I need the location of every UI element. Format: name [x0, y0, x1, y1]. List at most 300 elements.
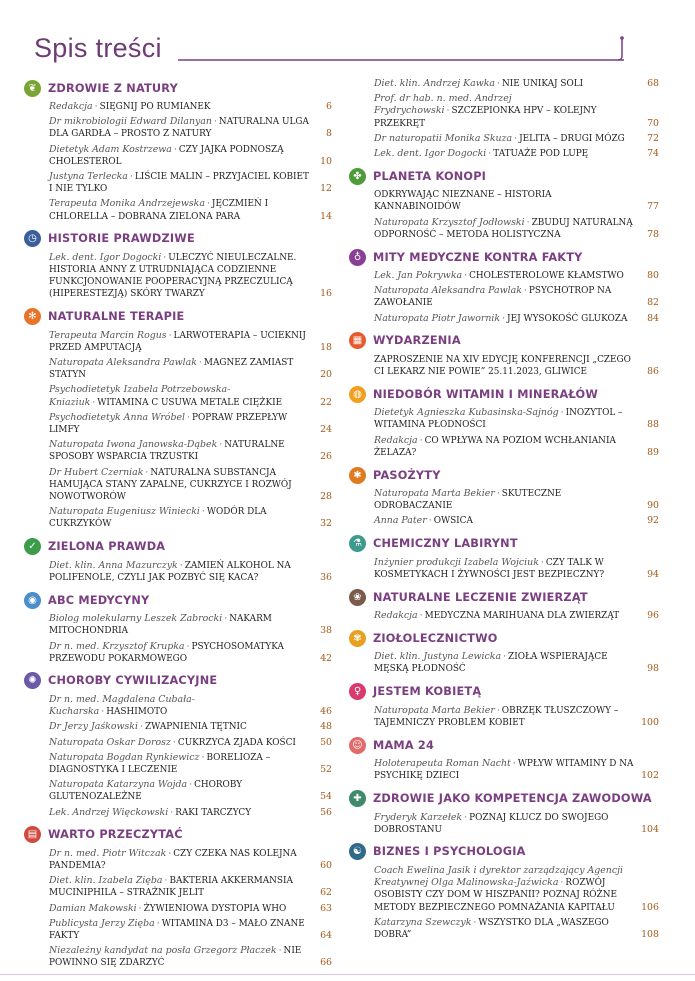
- entry-title: TATUAŻE POD LUPĘ: [493, 149, 589, 160]
- toc-entry[interactable]: [49, 198, 332, 222]
- entry-text: [49, 641, 310, 665]
- entry-title: RAKI TARCZYCY: [175, 807, 252, 818]
- entry-text: [49, 613, 310, 637]
- entry-text: [374, 705, 637, 729]
- section-title: ABC MEDYCYNY: [48, 593, 150, 607]
- entry-page-number: 94: [647, 568, 659, 580]
- entry-title: JELITA – DRUGI MÓZG: [519, 133, 625, 144]
- toc-entry[interactable]: [49, 903, 332, 915]
- entry-text: [374, 354, 637, 378]
- entry-title: MAGNEZ ZAMIAST STATYN: [49, 358, 294, 381]
- entry-text: [49, 945, 310, 969]
- entry-author: Naturopata Marta Bekier: [374, 488, 495, 500]
- entry-author: Diet. klin. Andrzej Kawka: [374, 78, 496, 89]
- entry-text: [49, 875, 310, 899]
- section-title: BIZNES I PSYCHOLOGIA: [373, 845, 526, 859]
- people-icon: ☯: [349, 843, 366, 860]
- separator-dot: ·: [92, 396, 96, 408]
- entry-text: [49, 412, 310, 436]
- entry-title: CO WPŁYWA NA POZIOM WCHŁANIANIA ŻELAZA?: [374, 435, 616, 458]
- entry-page-number: 48: [320, 721, 332, 733]
- entry-text: [374, 189, 637, 213]
- separator-dot: ·: [168, 847, 172, 859]
- toc-entry[interactable]: [49, 330, 332, 354]
- entry-title: ODKRYWAJĄC NIEZNANE – HISTORIA KANNABINOIDÓW: [374, 190, 552, 213]
- entry-author: Dr n. med. Krzysztof Krupka: [49, 640, 185, 652]
- entry-page-number: 32: [320, 518, 332, 530]
- entry-page-number: 28: [320, 491, 332, 503]
- entry-author: Diet. klin. Izabela Zięba: [49, 875, 163, 887]
- virus-icon: ✺: [24, 672, 41, 689]
- entry-page-number: 102: [641, 770, 659, 782]
- toc-entry[interactable]: [374, 865, 659, 914]
- toc-section-niedobor: [349, 384, 659, 459]
- separator-dot: ·: [187, 411, 190, 423]
- entry-title: POZNAJ KLUCZ DO SWOJEGO DOBROSTANU: [374, 812, 609, 835]
- toc-section-choroby: [24, 671, 332, 819]
- entry-title: POPRAW PRZEPŁYW LIMFY: [49, 412, 288, 436]
- section-title: JESTEM KOBIETĄ: [373, 685, 482, 699]
- entry-title: WODÓR DLA CUKRZYKÓW: [49, 507, 267, 530]
- toc-entry[interactable]: [49, 737, 332, 749]
- entry-author: Naturopata Krzysztof Jodłowski: [374, 216, 525, 228]
- section-title: CHOROBY CYWILIZACYJNE: [48, 674, 218, 688]
- entry-text: [374, 758, 637, 782]
- section-title: WYDARZENIA: [373, 334, 461, 348]
- entry-author: Damian Makowski: [49, 902, 137, 914]
- separator-dot: ·: [464, 811, 468, 823]
- toc-entry[interactable]: [49, 506, 332, 530]
- entry-page-number: 108: [641, 928, 659, 940]
- entry-text: [374, 435, 637, 459]
- entry-author: Psychodietetyk Izabela Potrzebowska-Kniaziuk: [49, 384, 231, 408]
- entry-author: Dietetyk Agnieszka Kubasinska-Sajnóg: [374, 407, 559, 419]
- toc-entry[interactable]: [374, 313, 659, 325]
- entry-author: Dr n. med. Magdalena Cubała-Kucharska: [49, 693, 195, 718]
- entry-author: Dr mikrobiologii Edward Dilanyan: [49, 116, 212, 128]
- entry-page-number: 26: [320, 451, 332, 463]
- entry-page-number: 88: [647, 419, 659, 431]
- entry-page-number: 72: [647, 132, 659, 144]
- toc-entry[interactable]: [374, 651, 659, 675]
- entry-text: [49, 198, 310, 222]
- entry-title: NIE UNIKAJ SOLI: [502, 79, 584, 89]
- toc-entry[interactable]: [49, 467, 332, 504]
- entry-text: [49, 737, 310, 749]
- separator-dot: ·: [129, 171, 133, 183]
- entry-text: [49, 330, 310, 354]
- toc-section-pasozyty: [349, 465, 659, 528]
- entry-author: Coach Ewelina Jasik i dyrektor zarządzający Agencji Kreatywnej Olga Malinowska-Jaźwicka: [374, 864, 623, 889]
- entry-text: [374, 407, 637, 431]
- entry-author: Lek. dent. Igor Dogocki: [49, 251, 162, 263]
- entry-author: Naturopata Piotr Jawornik: [374, 312, 501, 324]
- toc-entry[interactable]: [49, 613, 332, 637]
- entry-text: [374, 93, 637, 130]
- entry-title: SIĘGNIJ PO RUMIANEK: [99, 102, 211, 112]
- entry-text: [49, 506, 310, 530]
- toc-section-historie: [24, 229, 332, 301]
- entry-title: SZCZEPIONKA HPV – KOLEJNY PRZEKRĘT: [374, 106, 597, 129]
- entry-title: ULECZYĆ NIEULECZALNE. HISTORIA ANNY Z UTRUDNIAJĄCA CODZIENNE FUNKCJONOWANIE POOPERACYJNĄ PRZECZULICĄ (HIPERESTEZJĄ) SKÓRY TWARZY: [49, 252, 297, 300]
- entry-page-number: 12: [320, 183, 332, 195]
- entry-text: [374, 148, 637, 160]
- briefcase-icon: ✚: [349, 790, 366, 807]
- toc-entry[interactable]: [374, 812, 659, 836]
- entry-title: PSYCHOTROP NA ZAWOŁANIE: [374, 286, 612, 309]
- entry-text: [49, 807, 310, 819]
- toc-entry[interactable]: [49, 116, 332, 140]
- entry-title: ZAMIEŃ ALKOHOL NA POLIFENOLE, CZYLI JAK POZBYĆ SIĘ KACA?: [49, 560, 291, 583]
- toc-section-zdrowie: [24, 78, 332, 223]
- separator-dot: ·: [156, 917, 160, 929]
- entry-text: [49, 467, 310, 504]
- section-title: HISTORIE PRAWDZIWE: [48, 232, 195, 246]
- entry-text: [49, 439, 310, 463]
- entry-text: [374, 557, 637, 581]
- toc-entry[interactable]: [49, 807, 332, 819]
- calendar-icon: ▦: [349, 332, 366, 349]
- entry-page-number: 52: [320, 763, 332, 775]
- section-header: [349, 682, 659, 702]
- separator-dot: ·: [473, 916, 477, 928]
- entry-text: [374, 515, 637, 527]
- section-title: ZIELONA PRAWDA: [48, 540, 166, 554]
- toc-entry[interactable]: [49, 101, 332, 113]
- entry-author: Fryderyk Karzełek: [374, 811, 463, 823]
- entry-author: Anna Pater: [374, 515, 427, 527]
- toc-entry[interactable]: [49, 641, 332, 665]
- entry-author: Naturopata Iwona Janowska-Dąbek: [49, 439, 218, 451]
- entry-page-number: 86: [647, 366, 659, 378]
- entry-author: Biolog molekularny Leszek Zabrocki: [49, 613, 223, 625]
- toc-entry[interactable]: [374, 270, 659, 282]
- cannabis-leaf-icon: ✤: [349, 168, 366, 185]
- entry-text: [49, 694, 310, 718]
- toc-entry[interactable]: [374, 78, 659, 90]
- entry-page-number: 56: [320, 806, 332, 818]
- separator-dot: ·: [164, 875, 168, 887]
- toc-entry[interactable]: [49, 439, 332, 463]
- toc-entry[interactable]: [49, 779, 332, 803]
- page-title: Spis treści: [34, 33, 162, 63]
- section-title: WARTO PRZECZYTAĆ: [48, 828, 183, 842]
- entry-author: Naturopata Bogdan Rynkiewicz: [49, 751, 200, 763]
- separator-dot: ·: [419, 610, 423, 622]
- entry-page-number: 63: [320, 902, 332, 914]
- separator-dot: ·: [503, 651, 507, 663]
- section-title: ZDROWIE JAKO KOMPETENCJA ZAWODOWA: [373, 792, 652, 805]
- entry-page-number: 46: [320, 706, 332, 718]
- section-header: [349, 587, 659, 607]
- toc-entry[interactable]: [49, 357, 332, 381]
- entry-text: [49, 779, 310, 803]
- separator-dot: ·: [526, 216, 530, 228]
- toc-entry[interactable]: [374, 93, 659, 130]
- toc-entry[interactable]: [374, 557, 659, 581]
- toc-entry[interactable]: [374, 148, 659, 160]
- entry-text: [49, 918, 310, 942]
- entry-author: Dr Hubert Czerniak: [49, 466, 144, 478]
- entry-page-number: 90: [647, 500, 659, 512]
- entry-page-number: 14: [320, 210, 332, 222]
- entry-text: [49, 171, 310, 195]
- dog-icon: ❀: [349, 589, 366, 606]
- section-header: [24, 671, 332, 691]
- entry-author: Naturopata Oskar Dorosz: [49, 736, 171, 748]
- flask-icon: ⚗: [349, 535, 366, 552]
- toc-entry[interactable]: [374, 435, 659, 459]
- toc-section-continued: [349, 78, 659, 160]
- toc-entry[interactable]: [374, 189, 659, 213]
- entry-title: BORELIOZA – DIAGNOSTYKA I LECZENIE: [49, 752, 271, 775]
- entry-author: Naturopata Marta Bekier: [374, 704, 495, 716]
- separator-dot: ·: [514, 132, 518, 144]
- entry-page-number: 6: [326, 101, 332, 112]
- entry-author: Psychodietetyk Anna Wróbel: [49, 411, 185, 423]
- entry-page-number: 22: [320, 396, 332, 408]
- entry-page-number: 38: [320, 625, 332, 637]
- entry-title: ZWAPNIENIA TĘTNIC: [144, 722, 247, 733]
- entry-page-number: 82: [647, 297, 659, 309]
- entry-author: Diet. klin. Justyna Lewicka: [374, 651, 502, 663]
- entry-text: [49, 116, 310, 140]
- entry-page-number: 70: [647, 117, 659, 129]
- section-title: PLANETA KONOPI: [373, 169, 487, 183]
- section-header: [24, 307, 332, 327]
- section-header: [349, 331, 659, 351]
- separator-dot: ·: [419, 434, 423, 446]
- toc-section-warto: [24, 825, 332, 970]
- entry-title: WITAMINA D3 – MAŁO ZNANE FAKTY: [49, 918, 305, 941]
- bug-icon: ✱: [349, 467, 366, 484]
- entry-page-number: 50: [320, 736, 332, 748]
- entry-title: NATURALNA ULGA DLA GARDŁA – PROSTO Z NATURY: [49, 117, 309, 140]
- entry-title: NIE POWINNO SIĘ ZDARZYĆ: [49, 946, 302, 969]
- toc-section-mity: [349, 247, 659, 325]
- entry-author: Dr Jerzy Jaśkowski: [49, 721, 138, 733]
- toc-section-konopi: [349, 166, 659, 241]
- entry-title: OWSICA: [433, 516, 473, 527]
- entry-page-number: 106: [641, 901, 659, 913]
- clock-icon: ◷: [24, 230, 41, 247]
- entry-page-number: 42: [320, 652, 332, 664]
- separator-dot: ·: [201, 506, 205, 518]
- separator-dot: ·: [560, 407, 564, 419]
- toc-entry[interactable]: [374, 705, 659, 729]
- separator-dot: ·: [496, 704, 500, 716]
- section-title: PASOŻYTY: [373, 468, 441, 482]
- section-title: ZIOŁOLECZNICTWO: [373, 631, 498, 645]
- entry-text: [374, 917, 637, 941]
- toc-entry[interactable]: [49, 875, 332, 899]
- entry-text: [49, 752, 310, 776]
- stethoscope-icon: ♁: [349, 249, 366, 266]
- toc-entry[interactable]: [374, 515, 659, 527]
- entry-text: [374, 133, 637, 145]
- separator-dot: ·: [138, 902, 142, 914]
- entry-page-number: 64: [320, 929, 332, 941]
- separator-dot: ·: [512, 758, 516, 770]
- toc-entry[interactable]: [49, 144, 332, 168]
- entry-title: SKUTECZNE ODROBACZANIE: [374, 489, 562, 512]
- entry-author: Naturopata Eugeniusz Winiecki: [49, 506, 200, 518]
- toc-entry[interactable]: [49, 384, 332, 408]
- section-header: [24, 590, 332, 610]
- entry-page-number: 96: [647, 610, 659, 622]
- toc-entry[interactable]: [49, 721, 332, 733]
- separator-dot: ·: [278, 945, 282, 957]
- toc-entry[interactable]: [49, 171, 332, 195]
- entry-text: [49, 721, 310, 733]
- entry-title: ZIOŁA WSPIERAJĄCE MĘSKĄ PŁODNOŚĆ: [374, 652, 608, 675]
- entry-page-number: 24: [320, 424, 332, 436]
- entry-author: Lek. dent. Igor Dogocki: [374, 148, 487, 160]
- section-header: [349, 384, 659, 404]
- baby-icon: ☺: [349, 737, 366, 754]
- entry-author: Dietetyk Adam Kostrzewa: [49, 143, 172, 155]
- entry-page-number: 80: [647, 270, 659, 282]
- section-header: [24, 229, 332, 249]
- entry-text: [374, 285, 637, 309]
- separator-dot: ·: [201, 751, 205, 763]
- toc-section-terapie: [24, 307, 332, 531]
- entry-author: Katarzyna Szewczyk: [374, 916, 472, 928]
- entry-author: Naturopata Katarzyna Wojda: [49, 779, 188, 791]
- section-header: [349, 166, 659, 186]
- toc-section-mama: [349, 735, 659, 782]
- toc-section-chemiczny: [349, 534, 659, 581]
- entry-author: Publicysta Jerzy Zięba: [49, 917, 155, 929]
- toc-entry[interactable]: [49, 412, 332, 436]
- separator-dot: ·: [198, 357, 202, 369]
- entry-author: Naturopata Aleksandra Pawlak: [49, 357, 197, 369]
- separator-dot: ·: [464, 270, 468, 282]
- separator-dot: ·: [496, 488, 500, 500]
- section-header: [349, 247, 659, 267]
- entry-title: CUKRZYCA ZJADA KOŚCI: [177, 737, 296, 748]
- separator-dot: ·: [186, 640, 190, 652]
- entry-author: Naturopata Aleksandra Pawlak: [374, 285, 522, 297]
- entry-text: [374, 313, 637, 325]
- toc-entry[interactable]: [374, 285, 659, 309]
- toc-section-wydarzenia: [349, 331, 659, 378]
- toc-entry[interactable]: [49, 752, 332, 776]
- entry-author: Terapeuta Marcin Rogus: [49, 329, 167, 341]
- entry-title: ZBUDUJ NATURALNĄ ODPORNOŚĆ – METODA HOLISTYCZNA: [374, 217, 633, 240]
- entry-author: Prof. dr hab. n. med. Andrzej Frydrychowski: [374, 93, 512, 117]
- title-underline: [178, 59, 624, 61]
- entry-title: NATURALNA SUBSTANCJA HAMUJĄCA STANY ZAPALNE, CUKRZYCE I ROZWÓJ NOWOTWORÓW: [49, 467, 292, 503]
- book-icon: ◉: [24, 592, 41, 609]
- entry-page-number: 60: [320, 859, 332, 871]
- entry-page-number: 68: [647, 78, 659, 89]
- entry-text: [374, 610, 637, 622]
- entry-text: [49, 144, 310, 168]
- entry-title: ZAPROSZENIE NA XIV EDYCJĘ KONFERENCJI „CZEGO CI LEKARZ NIE POWIE” 25.11.2023, GLIWICE: [374, 354, 631, 378]
- entry-page-number: 66: [320, 957, 332, 969]
- entry-author: Holoterapeuta Roman Nacht: [374, 758, 511, 770]
- entry-text: [49, 357, 310, 381]
- toc-entry[interactable]: [49, 945, 332, 969]
- entry-page-number: 92: [647, 515, 659, 527]
- check-icon: ✓: [24, 538, 41, 555]
- section-header: [349, 534, 659, 554]
- entry-page-number: 77: [647, 201, 659, 213]
- entry-page-number: 74: [647, 148, 659, 160]
- separator-dot: ·: [219, 439, 223, 451]
- separator-dot: ·: [497, 78, 501, 89]
- pills-icon: ◍: [349, 386, 366, 403]
- section-title: CHEMICZNY LABIRYNT: [373, 537, 518, 551]
- separator-dot: ·: [224, 613, 228, 625]
- toc-entry[interactable]: [374, 610, 659, 622]
- toc-entry[interactable]: [49, 252, 332, 301]
- entry-page-number: 84: [647, 312, 659, 324]
- entry-text: [374, 78, 637, 90]
- toc-entry[interactable]: [374, 133, 659, 145]
- separator-dot: ·: [101, 706, 105, 718]
- section-header: [24, 825, 332, 845]
- entry-page-number: 10: [320, 155, 332, 167]
- separator-dot: ·: [172, 736, 176, 748]
- entry-author: Redakcja: [49, 101, 93, 112]
- entry-title: NATURALNE SPOSOBY WSPARCIA TRZUSTKI: [49, 440, 285, 463]
- entry-title: LIŚCIE MALIN – PRZYJACIEL KOBIET I NIE TYLKO: [49, 172, 309, 195]
- separator-dot: ·: [446, 105, 450, 117]
- entry-title: WITAMINA C USUWA METALE CIĘŻKIE: [97, 397, 283, 408]
- entry-author: Lek. Jan Pokrywka: [374, 270, 463, 282]
- entry-text: [374, 270, 637, 282]
- woman-icon: ♀: [349, 683, 366, 700]
- section-title: ZDROWIE Z NATURY: [48, 81, 178, 95]
- toc-entry[interactable]: [374, 217, 659, 241]
- toc-entry[interactable]: [49, 694, 332, 718]
- entry-page-number: 62: [320, 887, 332, 899]
- toc-entry[interactable]: [374, 354, 659, 378]
- entry-author: Redakcja: [374, 434, 418, 446]
- entry-page-number: 54: [320, 791, 332, 803]
- toc-right-column: [349, 78, 659, 947]
- toc-entry[interactable]: [49, 560, 332, 584]
- toc-entry[interactable]: [374, 488, 659, 512]
- entry-title: WPŁYW WITAMINY D NA PSYCHIKĘ DZIECI: [374, 759, 634, 782]
- entry-title: OBRZĘK TŁUSZCZOWY – TAJEMNICZY PROBLEM KOBIET: [374, 705, 619, 728]
- entry-title: CHOROBY GLUTENOZALEŻNE: [49, 780, 243, 803]
- toc-section-zielona: [24, 537, 332, 584]
- toc-entry[interactable]: [374, 758, 659, 782]
- toc-entry[interactable]: [374, 917, 659, 941]
- herb-icon: ✾: [349, 630, 366, 647]
- bottom-divider: [0, 974, 695, 975]
- entry-page-number: 104: [641, 823, 659, 835]
- toc-entry[interactable]: [374, 407, 659, 431]
- entry-page-number: 78: [647, 228, 659, 240]
- entry-author: Terapeuta Monika Andrzejewska: [49, 198, 205, 210]
- toc-entry[interactable]: [49, 848, 332, 872]
- entry-title: JEJ WYSOKOŚĆ GLUKOZA: [507, 313, 628, 324]
- section-header: [349, 628, 659, 648]
- entry-text: [49, 101, 310, 113]
- section-title: MITY MEDYCZNE KONTRA FAKTY: [373, 250, 583, 264]
- section-header: [349, 735, 659, 755]
- entry-title: CHOLESTEROLOWE KŁAMSTWO: [469, 271, 624, 282]
- toc-entry[interactable]: [49, 918, 332, 942]
- entry-text: [374, 488, 637, 512]
- leaf-icon: ❦: [24, 80, 41, 97]
- separator-dot: ·: [213, 116, 217, 128]
- separator-dot: ·: [179, 559, 183, 571]
